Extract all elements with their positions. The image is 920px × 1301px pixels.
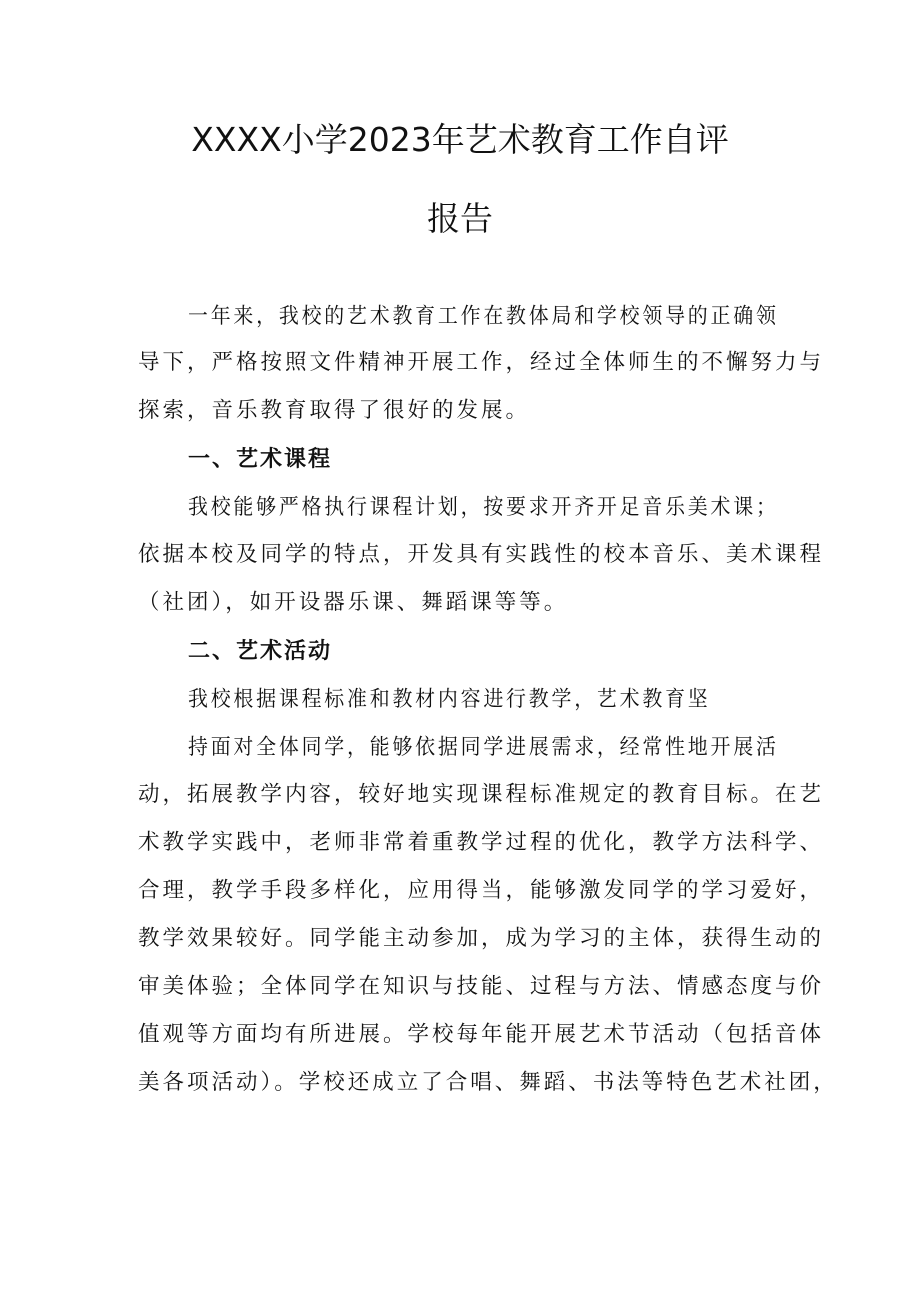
section-2-line-8: 美各项活动）。学校还成立了合唱、舞蹈、书法等特色艺术社团， (138, 1070, 838, 1095)
intro-line-2: 导下，严格按照文件精神开展工作，经过全体师生的不懈努力与 (138, 350, 825, 375)
section-2-line-5: 教学效果较好。同学能主动参加，成为学习的主体，获得生动的 (138, 926, 825, 951)
intro-line-1: 一年来，我校的艺术教育工作在教体局和学校领导的正确领 (188, 304, 779, 329)
section-1-line-3: （社团），如开设器乐课、舞蹈课等等。 (138, 590, 569, 615)
section-2-line-2: 动，拓展教学内容，较好地实现课程标准规定的教育目标。在艺 (138, 782, 825, 807)
section-1-heading: 一、艺术课程 (188, 447, 333, 472)
section-2-line-1: 持面对全体同学，能够依据同学进展需求，经常性地开展活 (188, 735, 779, 760)
section-1-line-1: 我校能够严格执行课程计划，按要求开齐开足音乐美术课； (188, 495, 779, 520)
section-2-line-6: 审美体验；全体同学在知识与技能、过程与方法、情感态度与价 (138, 974, 825, 999)
section-2-line-7: 值观等方面均有所进展。学校每年能开展艺术节活动（包括音体 (138, 1022, 825, 1047)
section-1-line-2: 依据本校及同学的特点，开发具有实践性的校本音乐、美术课程 (138, 542, 825, 567)
document-title-line-2: 报告 (427, 199, 493, 238)
intro-line-3: 探索，音乐教育取得了很好的发展。 (138, 398, 531, 423)
section-2-paragraph-1: 我校根据课程标准和教材内容进行教学，艺术教育坚 (188, 687, 711, 712)
section-2-line-4: 合理，教学手段多样化，应用得当，能够激发同学的学习爱好， (138, 878, 825, 903)
document-title-line-1: XXXX小学2023年艺术教育工作自评 (191, 120, 729, 159)
section-2-heading: 二、艺术活动 (188, 639, 333, 664)
section-2-line-3: 术教学实践中，老师非常着重教学过程的优化，教学方法科学、 (138, 830, 825, 855)
